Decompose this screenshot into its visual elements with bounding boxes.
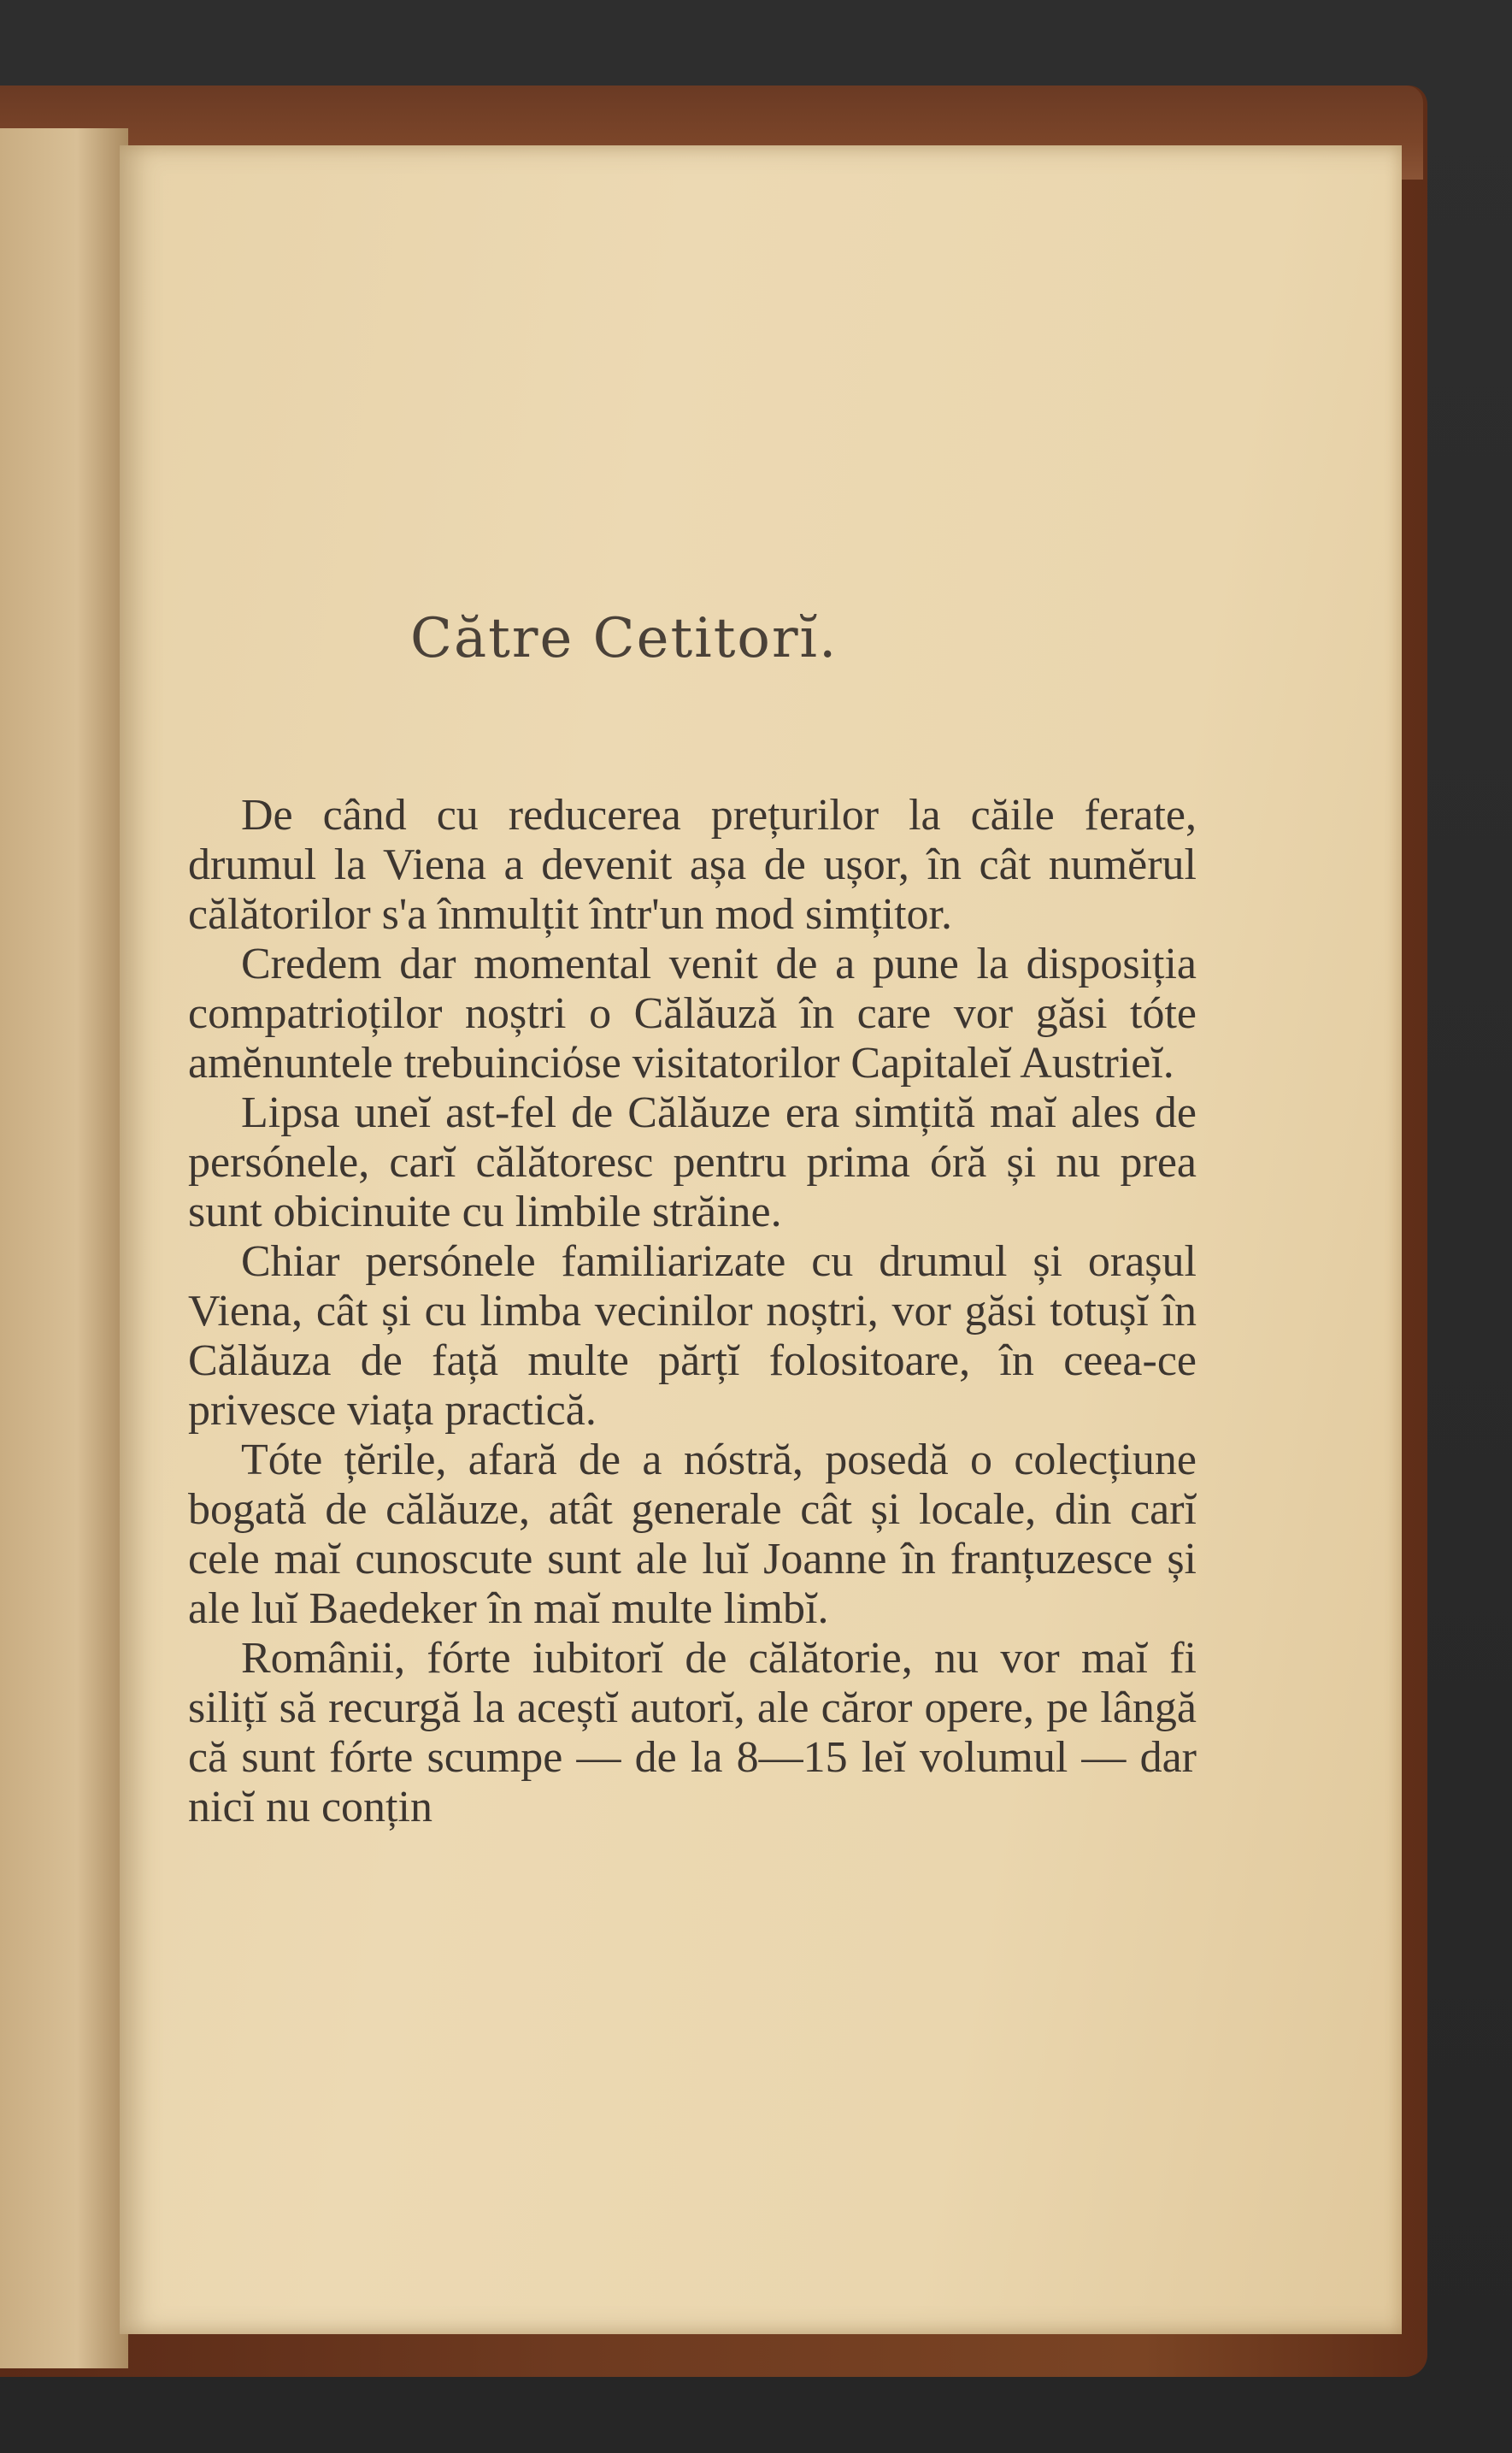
page-title: Către Cetitorĭ. — [410, 607, 838, 670]
paragraph: Tóte țĕrile, afară de a nóstră, posedă o colecțiune bogată de călăuze, atât generale cât și locale, din carĭ cele maĭ cunoscute sunt ale luĭ Joanne în franțuzesce și ale luĭ Baedeker în maĭ multe limbĭ. — [188, 1436, 1197, 1633]
body-text — [188, 791, 1197, 1832]
left-page-edge — [0, 128, 128, 2368]
paragraph: Lipsa uneĭ ast-fel de Călăuze era simțită maĭ ales de persónele, carĭ călătoresc pentru prima óră și nu prea sunt obicinuite cu limbile străine. — [188, 1088, 1197, 1236]
paragraph: De când cu reducerea prețurilor la căile ferate, drumul la Viena a devenit așa de ușor, în cât numĕrul călătorilor s'a înmulțit într'un mod simțitor. — [188, 791, 1197, 939]
paragraph: Românii, fórte iubitorĭ de călătorie, nu vor maĭ fi silițĭ să recurgă la aceștĭ autorĭ, ale căror opere, pe lângă că sunt fórte scumpe — de la 8—15 leĭ volumul — dar nicĭ nu conțin — [188, 1634, 1197, 1831]
paragraph: Chiar persónele familiarizate cu drumul și orașul Viena, cât și cu limba vecinilor noștri, vor găsi totușĭ în Călăuza de față multe părțĭ folositoare, în ceea-ce privesce viața practică. — [188, 1237, 1197, 1435]
paragraph: Credem dar momental venit de a pune la disposiția compatrioților noștri o Călăuză în care vor găsi tóte amĕnuntele trebuinciόse visitatorilor Capitaleĭ Austrieĭ. — [188, 940, 1197, 1088]
